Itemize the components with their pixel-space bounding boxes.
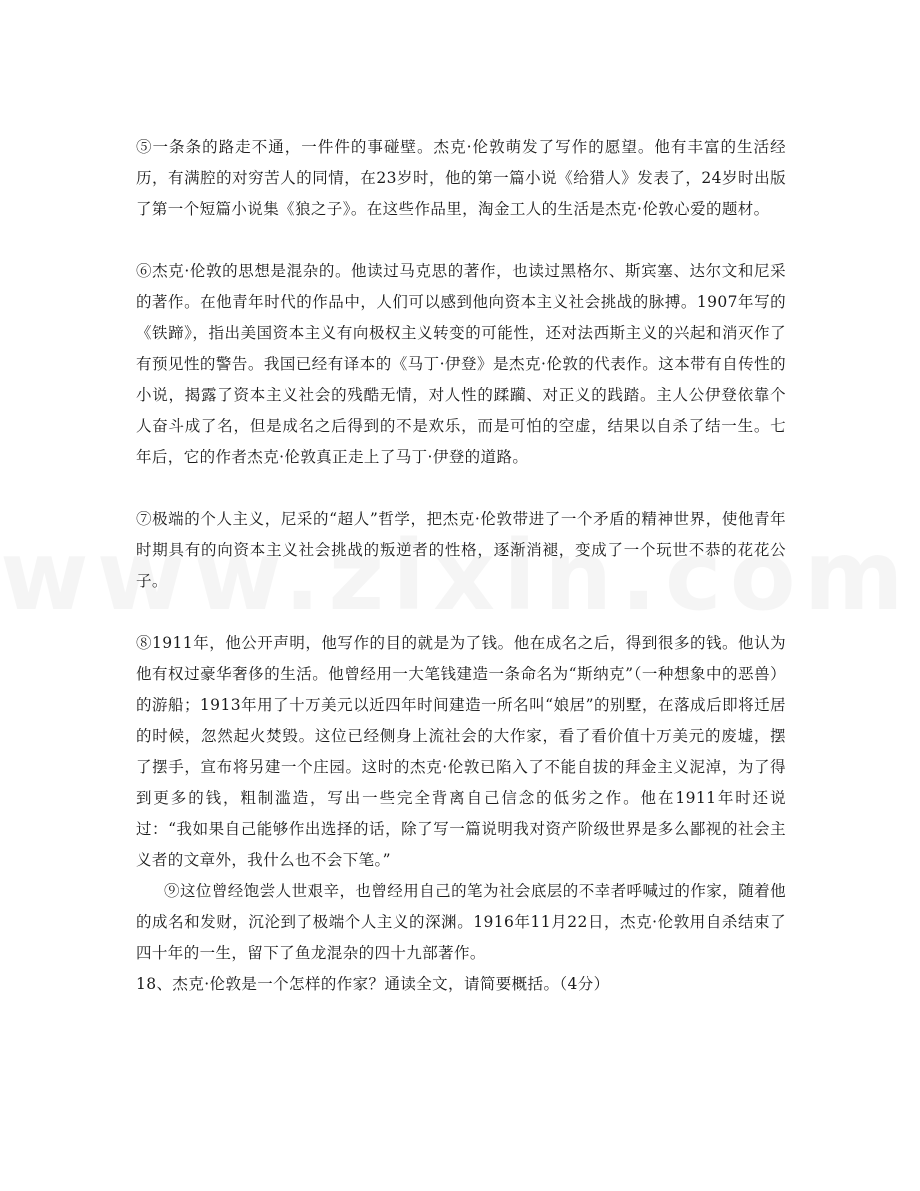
paragraph-8: ⑧1911年，他公开声明，他写作的目的就是为了钱。他在成名之后，得到很多的钱。他认为他有权过豪华奢侈的生活。他曾经用一大笔钱建造一条命名为“斯纳克”（一种想象中的恶兽）的游船；1913年用了十万美元以近四年时间建造一所名叫“娘居”的别墅，在落成后即将迁居的时候，忽然起火焚毁。这位已经侧身上流社会的大作家，看了看价值十万美元的废墟，摆了摆手，宣布将另建一个庄园。这时的杰克·伦敦已陷入了不能自拔的拜金主义泥淖，为了得到更多的钱，粗制滥造，写出一些完全背离自己信念的低劣之作。他在1911年时还说过：“我如果自己能够作出选择的话，除了写一篇说明我对资产阶级世界是多么鄙视的社会主义者的文章外，我什么也不会下笔。” — [136, 634, 786, 869]
paragraph-7: ⑦极端的个人主义，尼采的“超人”哲学，把杰克·伦敦带进了一个矛盾的精神世界，使他青年时期具有的向资本主义社会挑战的叛逆者的性格，逐渐消褪，变成了一个玩世不恭的花花公子。 — [136, 510, 786, 590]
question-18: 18、杰克·伦敦是一个怎样的作家？通读全文，请简要概括。（4分） — [136, 975, 610, 993]
document-body — [136, 132, 786, 1000]
paragraph-gap — [136, 597, 786, 628]
paragraph-6: ⑥杰克·伦敦的思想是混杂的。他读过马克思的著作，也读过黑格尔、斯宾塞、达尔文和尼采的著作。在他青年时代的作品中，人们可以感到他向资本主义社会挑战的脉搏。1907年写的《铁蹄》，指出美国资本主义有向极权主义转变的可能性，还对法西斯主义的兴起和消灭作了有预见性的警告。我国已经有译本的《马丁·伊登》是杰克·伦敦的代表作。这本带有自传性的小说，揭露了资本主义社会的残酷无情，对人性的蹂躏、对正义的践踏。主人公伊登依靠个人奋斗成了名，但是成名之后得到的不是欢乐，而是可怕的空虚，结果以自杀了结一生。七年后，它的作者杰克·伦敦真正走上了马丁·伊登的道路。 — [136, 262, 786, 466]
paragraph-gap — [136, 225, 786, 256]
paragraph-gap — [136, 473, 786, 504]
paragraph-5: ⑤一条条的路走不通，一件件的事碰壁。杰克·伦敦萌发了写作的愿望。他有丰富的生活经历，有满腔的对穷苦人的同情，在23岁时，他的第一篇小说《给猎人》发表了，24岁时出版了第一个短篇小说集《狼之子》。在这些作品里，淘金工人的生活是杰克·伦敦心爱的题材。 — [136, 138, 786, 218]
paragraph-9: ⑨这位曾经饱尝人世艰辛，也曾经用自己的笔为社会底层的不幸者呼喊过的作家，随着他的成名和发财，沉沦到了极端个人主义的深渊。1916年11月22日，杰克·伦敦用自杀结束了四十年的一生，留下了鱼龙混杂的四十九部著作。 — [136, 882, 786, 962]
